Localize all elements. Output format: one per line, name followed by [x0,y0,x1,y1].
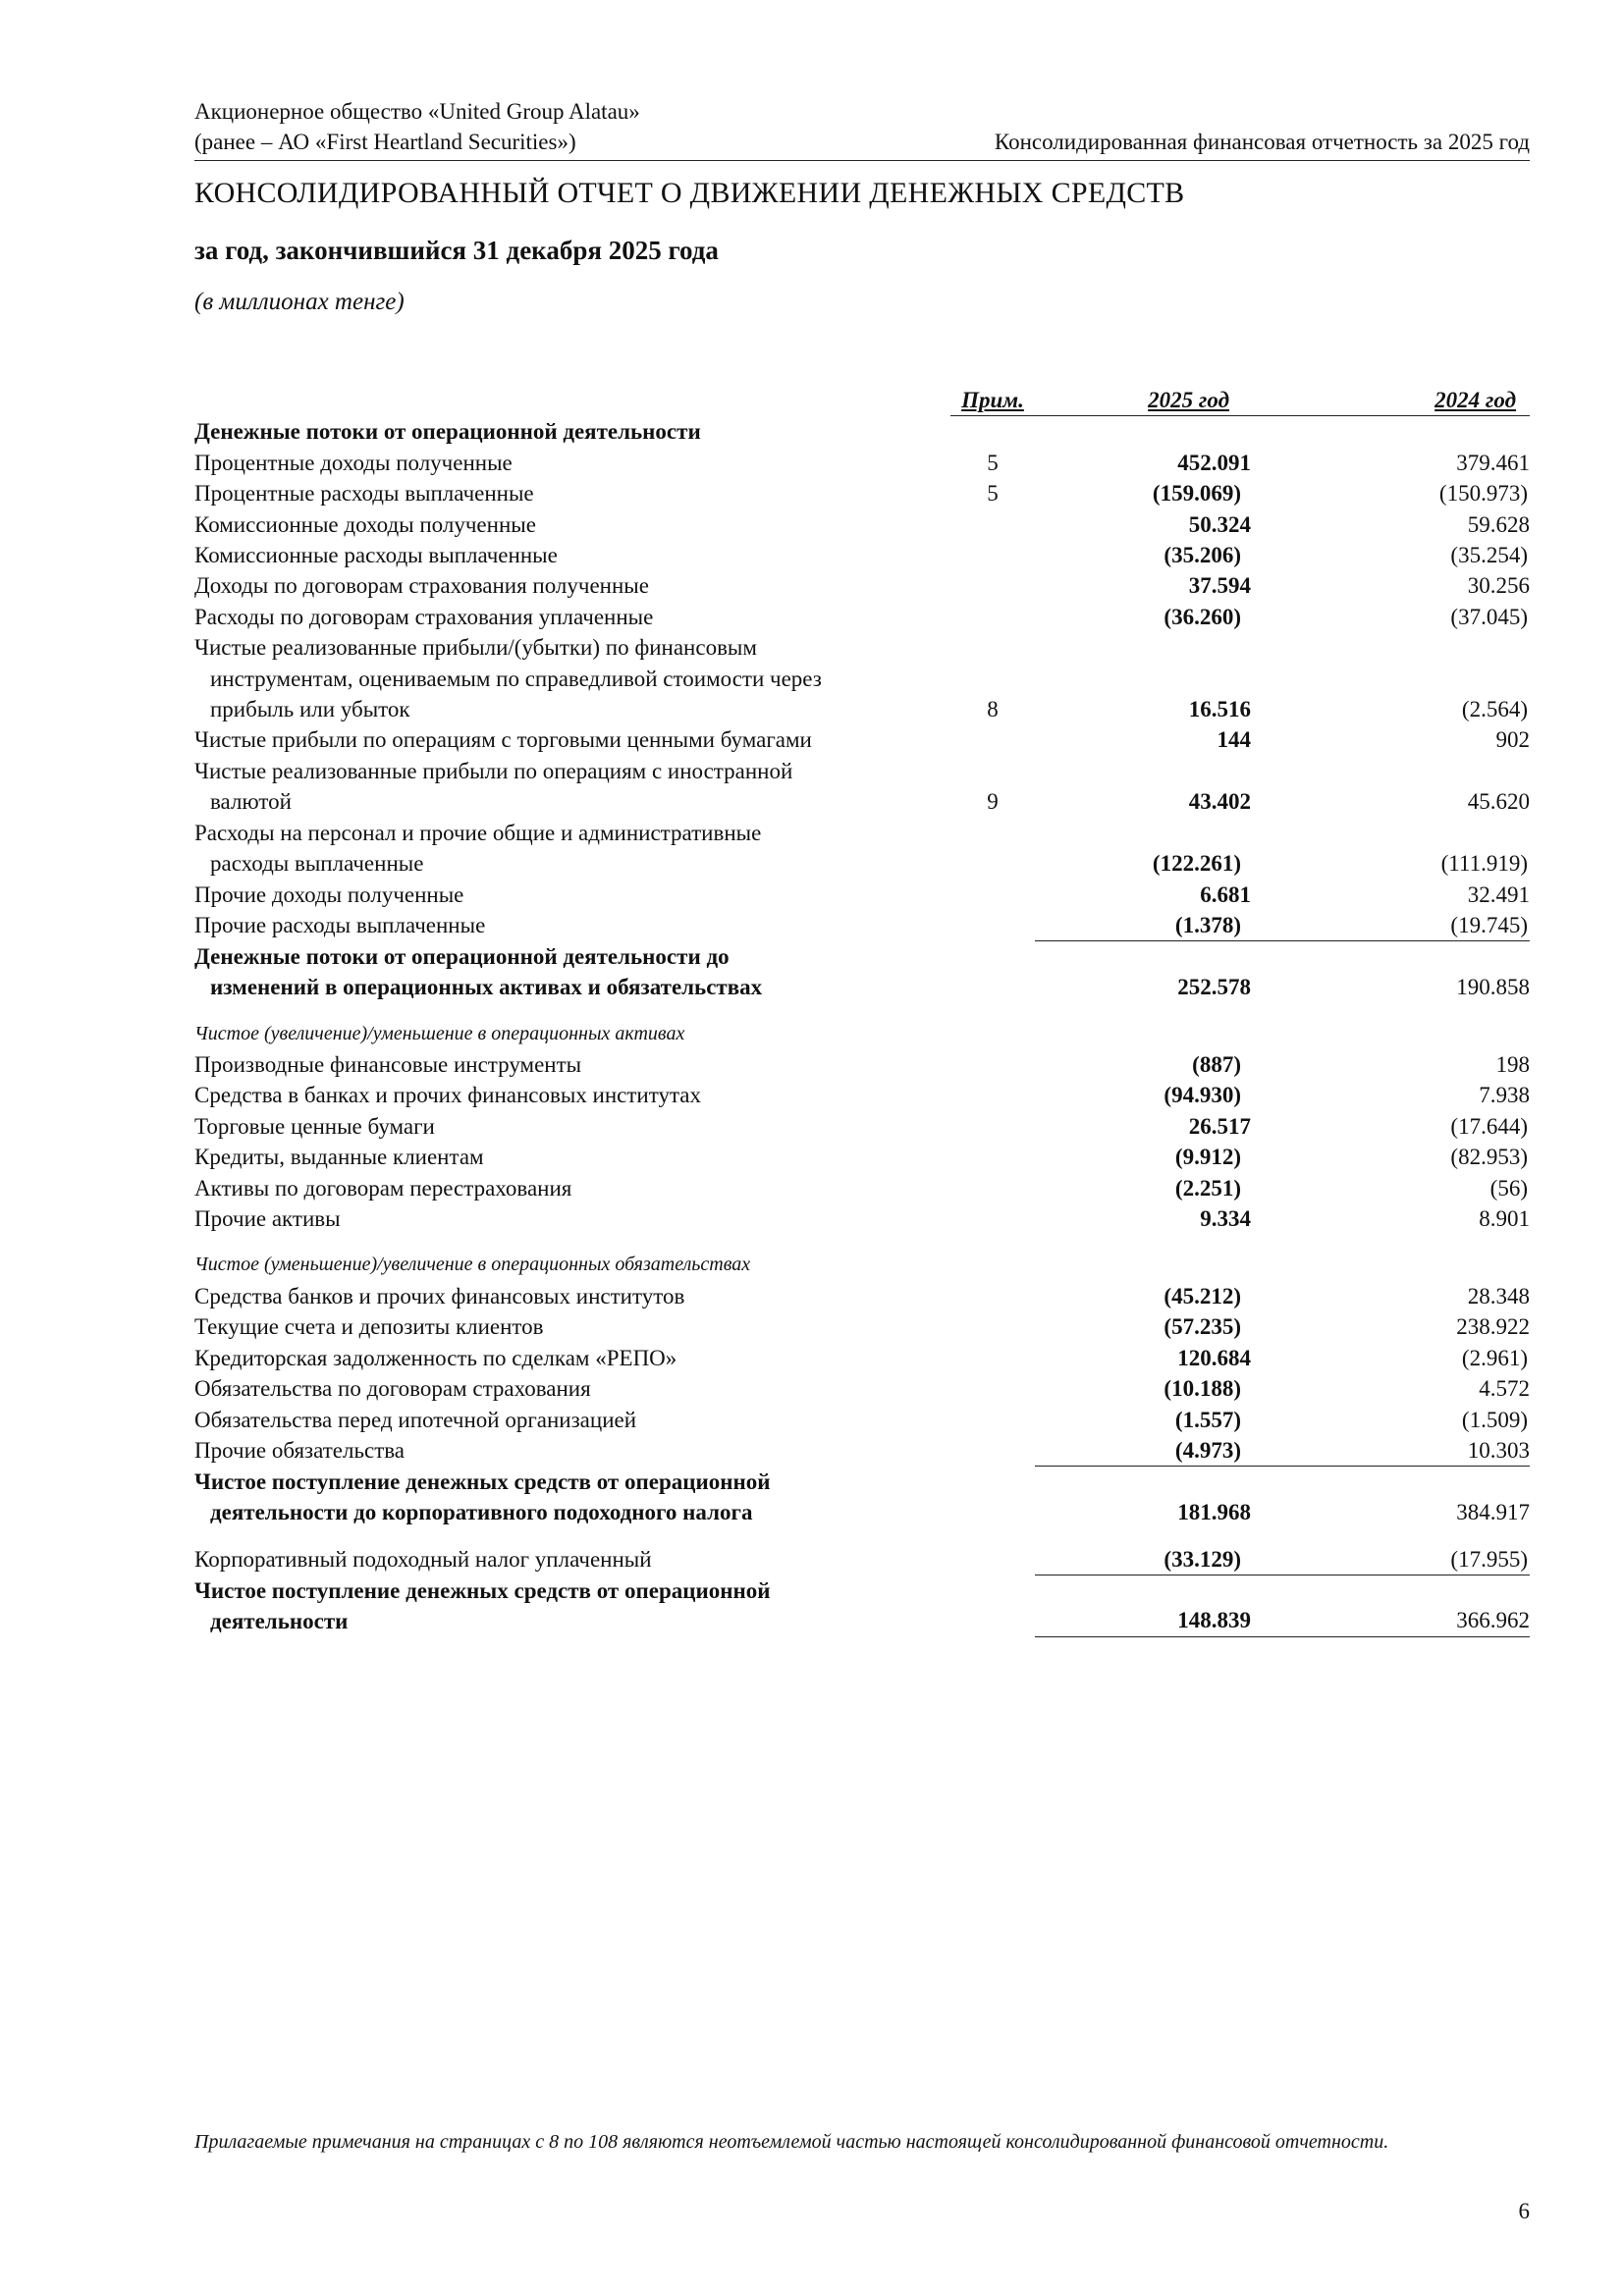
table-row: Комиссионные доходы полученные 50.324 59.628 [194,511,1530,537]
company-name-line1: Акционерное общество «United Group Alatau» [194,99,640,124]
header-divider [194,160,1530,161]
table-row: Доходы по договорам страхования полученные 37.594 30.256 [194,573,1530,599]
table-row: Прочие обязательства (4.973) 10.303 [194,1435,1530,1467]
table-header [194,385,1530,415]
table-row: Торговые ценные бумаги 26.517 (17.644) [194,1113,1528,1139]
footer-note: Прилагаемые примечания на страницах с 8 по 108 являются неотъемлемой частью настоящей консолидированной финансовой отчетности. [194,2131,1389,2153]
table-row: Средства в банках и прочих финансовых институтах (94.930) 7.938 [194,1083,1530,1108]
table-row: Средства банков и прочих финансовых институтов (45.212) 28.348 [194,1283,1530,1308]
table-row: Прочие активы 9.334 8.901 [194,1206,1530,1232]
table-row: Прочие доходы полученные 6.681 32.491 [194,881,1530,907]
table-row: Кредиторская задолженность по сделкам «РЕПО» 120.684 (2.961) [194,1345,1528,1370]
page-number: 6 [1518,2199,1530,2223]
column-header-note: Прим. [961,388,1024,412]
table-row: Чистые реализованные прибыли по операциям с иностранной валютой 9 43.402 45.620 [194,758,1530,815]
table-row: Корпоративный подоходный налог уплаченный (33.129) (17.955) [194,1544,1530,1575]
subtotal-row: Чистое поступление денежных средств от операционной деятельности до корпоративного подоходного налога 181.968 384.917 [194,1468,1530,1525]
table-row: Обязательства по договорам страхования (10.188) 4.572 [194,1376,1530,1402]
table-row: Текущие счета и депозиты клиентов (57.235) 238.922 [194,1314,1530,1340]
report-name: Консолидированная финансовая отчетность за 2025 год [994,130,1530,154]
company-name-line2: (ранее – АО «First Heartland Securities») [194,130,576,154]
table-row: Производные финансовые инструменты (887) 198 [194,1052,1530,1078]
subtotal-row: Денежные потоки от операционной деятельности до изменений в операционных активах и обязательствах 252.578 190.858 [194,943,1530,1000]
table-row: Процентные доходы полученные 5 452.091 379.461 [194,450,1530,475]
section-heading: Чистое (увеличение)/уменьшение в операционных активах [194,1022,685,1044]
column-header-2024: 2024 год [1435,388,1516,412]
table-row: Прочие расходы выплаченные (1.378) (19.745) [194,910,1530,941]
page-title: КОНСОЛИДИРОВАННЫЙ ОТЧЕТ О ДВИЖЕНИИ ДЕНЕЖНЫХ СРЕДСТВ [194,177,1185,209]
total-row: Чистое поступление денежных средств от операционной деятельности 148.839 366.962 [194,1575,1530,1637]
table-row: Расходы на персонал и прочие общие и административные расходы выплаченные (122.261) (111.919) [194,820,1528,877]
table-row: Чистые реализованные прибыли/(убытки) по финансовым инструментам, оцениваемым по справедливой стоимости через прибыль или убыток 8 16.516 (2.564) [194,635,1528,722]
company-name [194,96,640,157]
table-row: Активы по договорам перестрахования (2.251) (56) [194,1175,1528,1201]
table-row: Кредиты, выданные клиентам (9.912) (82.953) [194,1145,1528,1170]
page-subtitle: за год, закончившийся 31 декабря 2025 года [194,236,719,265]
units-note: (в миллионах тенге) [194,289,405,315]
table-row: Чистые прибыли по операциям с торговыми ценными бумагами 144 902 [194,727,1530,753]
table-row: Комиссионные расходы выплаченные (35.206) (35.254) [194,543,1528,568]
section-heading: Денежные потоки от операционной деятельности [194,419,701,445]
column-header-2025: 2025 год [1148,388,1229,412]
table-row: Процентные расходы выплаченные 5 (159.069) (150.973) [194,481,1528,507]
cash-flow-table [194,385,1530,1637]
section-heading: Чистое (уменьшение)/увеличение в операционных обязательствах [194,1254,751,1276]
table-row: Расходы по договорам страхования уплаченные (36.260) (37.045) [194,604,1528,629]
table-row: Обязательства перед ипотечной организацией (1.557) (1.509) [194,1407,1528,1432]
